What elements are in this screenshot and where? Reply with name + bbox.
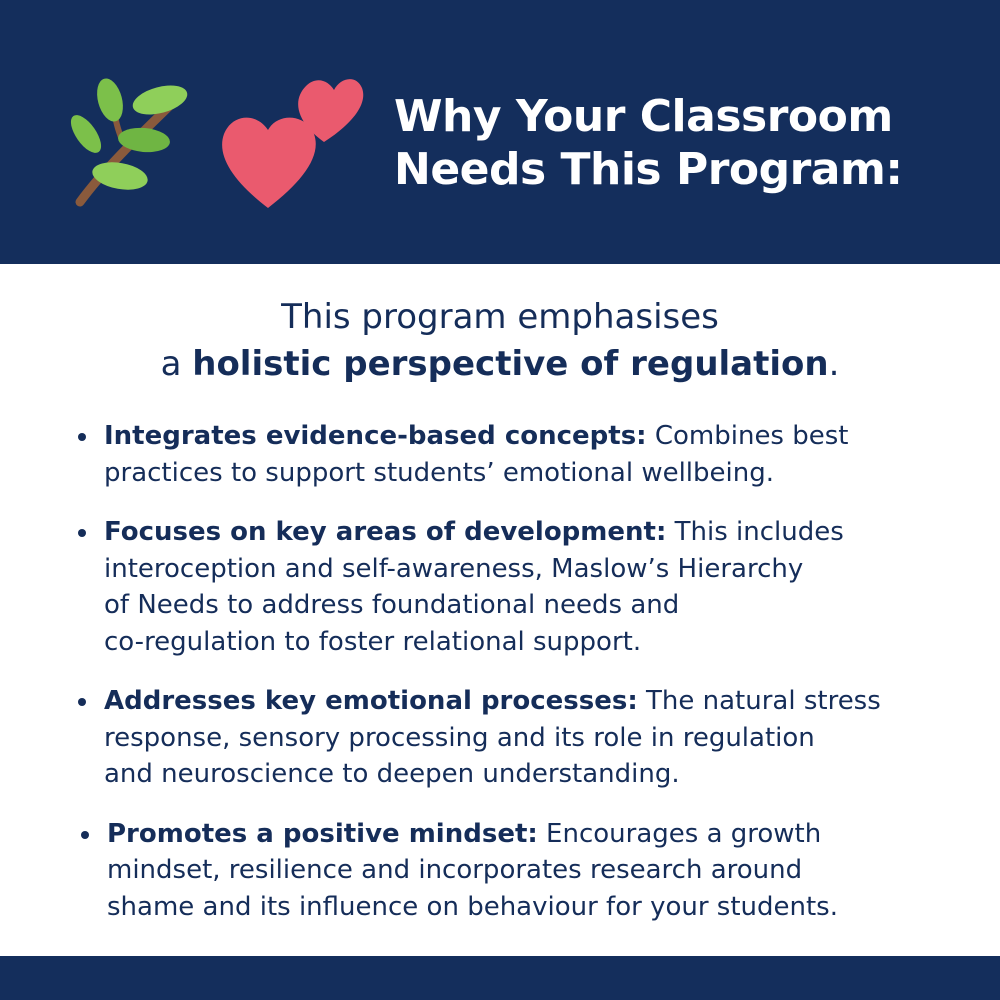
bullet-line <box>104 418 984 455</box>
bullet-dot-icon <box>78 529 86 537</box>
bullet-lead: Addresses key emotional processes: <box>104 686 638 716</box>
bullet-line: interoception and self-awareness, Maslow’s Hierarchy <box>104 553 804 584</box>
bullet-text: Combines best <box>646 421 849 451</box>
title-line-2: Needs This Program: <box>394 144 903 195</box>
intro-line-1: This program emphasises <box>281 297 719 337</box>
bullet-line: mindset, resilience and incorporates research around <box>107 855 803 885</box>
bullet-line: co-regulation to foster relational support. <box>104 626 642 657</box>
bullet-text: Encourages a growth <box>537 818 822 849</box>
title-line-1: Why Your Classroom <box>394 91 893 142</box>
benefits-list <box>104 418 984 925</box>
bullet-line: practices to support students’ emotional wellbeing. <box>104 457 774 488</box>
list-item <box>104 683 984 793</box>
intro-line-2 <box>0 341 1000 388</box>
bullet-dot-icon <box>78 698 86 706</box>
bullet-dot-icon <box>81 831 89 839</box>
header-banner <box>0 0 1000 264</box>
bullet-line: and neuroscience to deepen understanding. <box>104 759 680 789</box>
intro-prefix: a <box>160 344 193 384</box>
list-item <box>104 514 984 660</box>
bullet-dot-icon <box>78 433 86 441</box>
bullet-lead: Promotes a positive mindset: <box>107 818 538 849</box>
intro-statement <box>0 294 1000 388</box>
leafy-branch-icon <box>62 72 194 208</box>
page-title <box>394 90 984 196</box>
intro-emphasis: holistic perspective of regulation <box>192 344 829 384</box>
bullet-line: of Needs to address foundational needs and <box>104 590 680 620</box>
list-item <box>107 816 987 926</box>
bullet-text: This includes <box>666 517 844 547</box>
bullet-text: The natural stress <box>637 686 881 716</box>
list-item <box>104 418 984 491</box>
bullet-line <box>104 683 984 720</box>
two-hearts-icon <box>216 72 366 212</box>
bullet-line <box>107 816 987 853</box>
bullet-lead: Focuses on key areas of development: <box>104 517 667 547</box>
bullet-line <box>104 514 984 551</box>
bullet-lead: Integrates evidence-based concepts: <box>104 421 647 451</box>
intro-suffix: . <box>828 344 840 384</box>
footer-bar <box>0 956 1000 1000</box>
bullet-line: shame and its influence on behaviour for your students. <box>107 891 838 922</box>
bullet-line: response, sensory processing and its role in regulation <box>104 722 815 753</box>
